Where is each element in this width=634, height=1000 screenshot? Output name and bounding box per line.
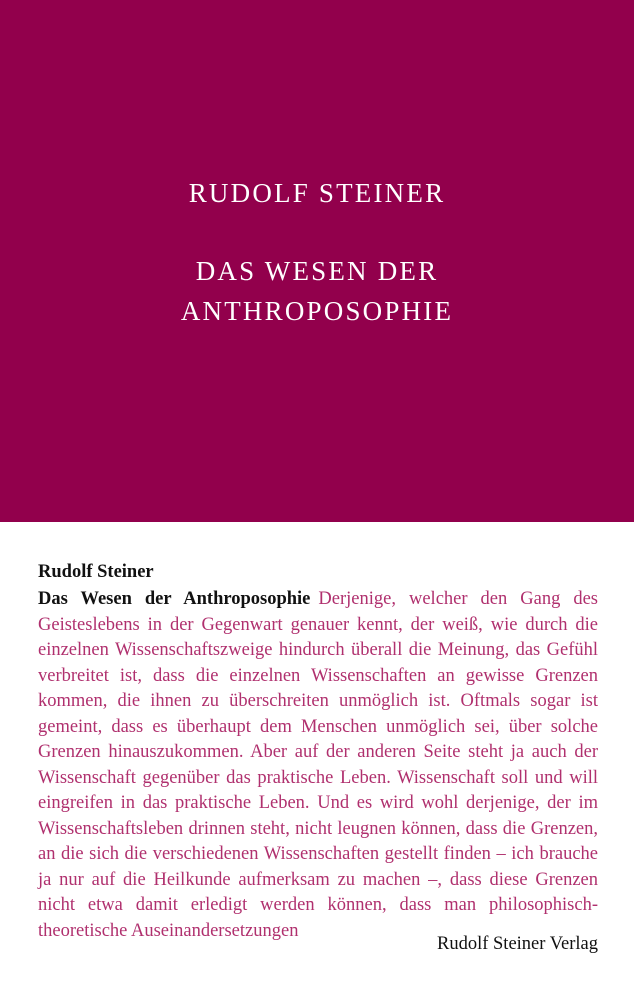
cover-author: RUDOLF STEINER	[188, 178, 446, 208]
blurb-paragraph	[38, 587, 598, 944]
book-title: Das Wesen der Anthroposophie	[38, 589, 311, 609]
cover-title-line-2: ANTHROPOSOPHIE	[180, 296, 454, 326]
cover-title-line-1: DAS WESEN DER	[195, 256, 439, 286]
author-name: Rudolf Steiner	[38, 562, 154, 582]
blurb-text: Derjenige, welcher den Gang des Geisteslebens in der Gegenwart genauer kennt, der weiß, wie durch die einzelnen Wissenschaftszweige hindurch überall die Meinung, das Gefühl verbreitet ist, dass die einzelnen Wissenschaften an gewisse Grenzen kommen, die ihnen zu überschreiten unmöglich ist. Oftmals sogar ist gemeint, dass es überhaupt dem Menschen unmöglich sei, über solche Grenzen hinauszukommen. Aber auf der anderen Seite steht ja auch der Wissenschaft gegenüber das praktische Leben. Wissenschaft soll und will eingreifen in das praktische Leben. Und es wird wohl derjenige, der im Wissenschaftsleben drinnen steht, nicht leugnen können, dass die Grenzen, an die sich die verschiedenen Wissenschaften gestellt finden – ich brauche ja nur auf die Heilkunde aufmerksam zu machen –, dass diese Grenzen nicht etwa damit erledigt werden können, dass man philosophisch-theoretische Auseinandersetzungen	[38, 589, 598, 941]
publisher-name: Rudolf Steiner Verlag	[437, 934, 598, 954]
cover-text-area	[0, 522, 634, 1000]
